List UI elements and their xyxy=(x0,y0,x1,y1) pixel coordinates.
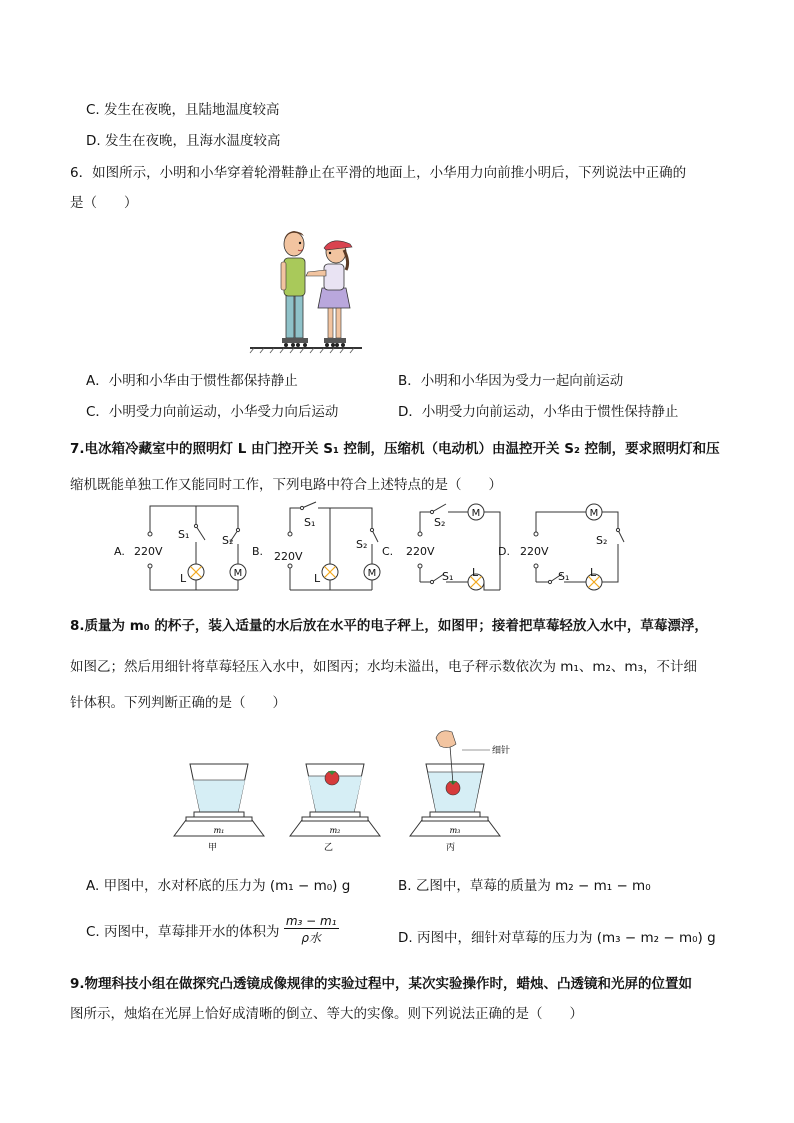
svg-text:M: M xyxy=(367,568,377,579)
svg-text:S₂: S₂ xyxy=(222,534,234,547)
svg-text:m₂: m₂ xyxy=(329,826,341,835)
svg-text:m₁: m₁ xyxy=(213,826,225,835)
svg-text:L: L xyxy=(590,566,597,579)
question-7-stem: 7.电冰箱冷藏室中的照明灯 L 由门控开关 S₁ 控制，压缩机（电动机）由温控开关 S₂ 控制，要求照明灯和压 xyxy=(70,441,720,457)
svg-text:S₂: S₂ xyxy=(596,534,608,547)
option-8A: A. 甲图中，水对杯底的压力为 (m₁ − m₀) g xyxy=(86,878,351,894)
svg-text:甲: 甲 xyxy=(208,843,218,853)
svg-text:A.: A. xyxy=(114,545,125,558)
fraction-numerator: m₃ − m₁ xyxy=(285,914,337,928)
question-8-stem: 8.质量为 m₀ 的杯子，装入适量的水后放在水平的电子秤上，如图甲；接着把草莓轻放入水中，草莓漂浮， xyxy=(70,618,708,634)
svg-text:丙: 丙 xyxy=(446,843,456,853)
svg-text:C.: C. xyxy=(382,545,394,558)
svg-text:220V: 220V xyxy=(134,545,163,558)
scales-figure xyxy=(170,724,511,856)
option-5D: D. 发生在夜晚，且海水温度较高 xyxy=(86,133,281,149)
question-8-stem-cont: 如图乙；然后用细针将草莓轻压入水中，如图丙；水均未溢出，电子秤示数依次为 m₁、m₂、m₃，不计细 xyxy=(70,659,697,675)
option-5C: C. 发生在夜晚，且陆地温度较高 xyxy=(86,102,280,118)
option-6B: B．小明和小华因为受力一起向前运动 xyxy=(398,373,624,389)
svg-text:M: M xyxy=(589,508,599,519)
option-8C-text: C. 丙图中，草莓排开水的体积为 xyxy=(86,924,280,940)
fraction-denominator: ρ水 xyxy=(301,931,321,945)
option-8D: D. 丙图中，细针对草莓的压力为 (m₃ − m₂ − m₀) g xyxy=(398,930,716,946)
svg-text:220V: 220V xyxy=(520,545,549,558)
option-8C xyxy=(86,914,339,946)
svg-text:D.: D. xyxy=(498,545,510,558)
option-6C: C．小明受力向前运动，小华受力向后运动 xyxy=(86,404,339,420)
fraction xyxy=(284,914,339,946)
svg-text:M: M xyxy=(233,568,243,579)
question-9-stem: 9.物理科技小组在做探究凸透镜成像规律的实验过程中，某次实验操作时，蜡烛、凸透镜和光屏的位置如 xyxy=(70,976,693,992)
svg-text:220V: 220V xyxy=(274,550,303,563)
option-6A: A．小明和小华由于惯性都保持静止 xyxy=(86,373,298,389)
svg-text:m₃: m₃ xyxy=(449,826,461,835)
svg-text:乙: 乙 xyxy=(324,843,334,853)
question-6-stem-cont: 是（ ） xyxy=(70,195,138,211)
circuit-diagrams xyxy=(110,500,630,600)
skaters-figure xyxy=(246,222,366,354)
svg-text:L: L xyxy=(314,572,321,585)
svg-text:S₂: S₂ xyxy=(434,516,446,529)
option-6D: D．小明受力向前运动，小华由于惯性保持静止 xyxy=(398,404,679,420)
svg-text:L: L xyxy=(472,566,479,579)
svg-text:S₁: S₁ xyxy=(442,570,454,583)
svg-text:细针: 细针 xyxy=(492,746,511,756)
svg-text:S₁: S₁ xyxy=(304,516,316,529)
svg-text:M: M xyxy=(471,508,481,519)
svg-text:S₁: S₁ xyxy=(558,570,570,583)
question-8-stem-cont2: 针体积。下列判断正确的是（ ） xyxy=(70,695,286,711)
svg-text:B.: B. xyxy=(252,545,264,558)
girl-figure xyxy=(306,241,352,347)
svg-text:S₂: S₂ xyxy=(356,538,368,551)
boy-figure xyxy=(281,231,308,347)
question-6-stem: 6．如图所示，小明和小华穿着轮滑鞋静止在平滑的地面上，小华用力向前推小明后，下列说法中正确的 xyxy=(70,165,687,181)
svg-text:S₁: S₁ xyxy=(178,528,190,541)
svg-text:L: L xyxy=(180,572,187,585)
question-9-stem-cont: 图所示，烛焰在光屏上恰好成清晰的倒立、等大的实像。则下列说法正确的是（ ） xyxy=(70,1006,583,1022)
option-8B: B. 乙图中，草莓的质量为 m₂ − m₁ − m₀ xyxy=(398,878,651,894)
svg-text:220V: 220V xyxy=(406,545,435,558)
question-7-stem-cont: 缩机既能单独工作又能同时工作，下列电路中符合上述特点的是（ ） xyxy=(70,477,502,493)
